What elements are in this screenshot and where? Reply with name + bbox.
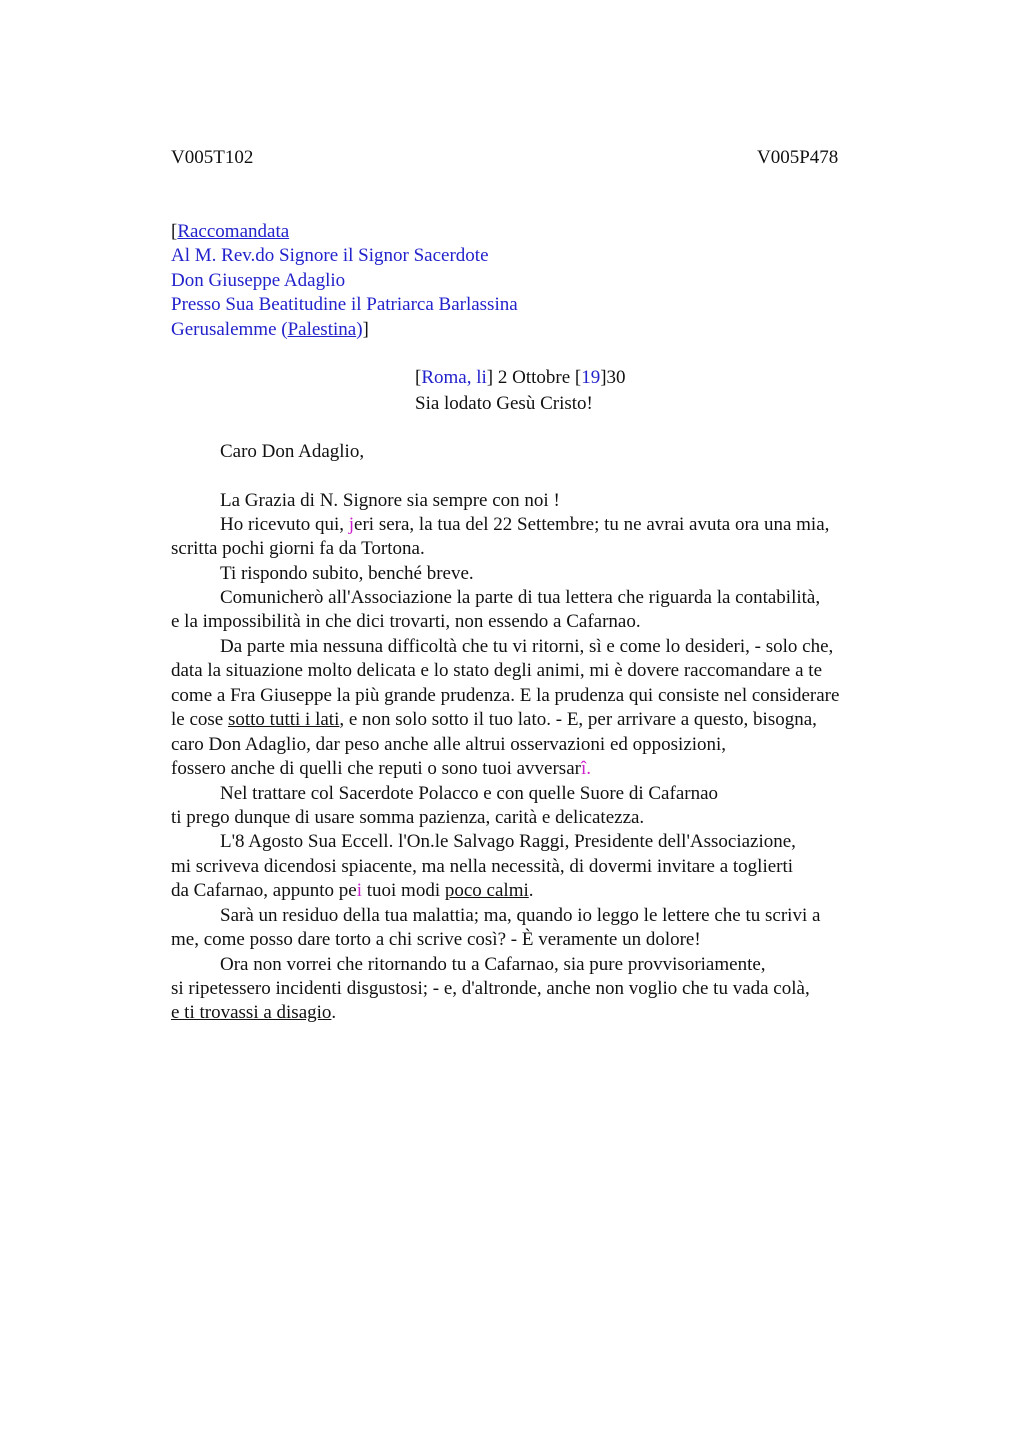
body-line: Nel trattare col Sacerdote Polacco e con quelle Suore di Cafarnao [220, 783, 719, 804]
body-line: e la impossibilità in che dici trovarti, non essendo a Cafarnao. [171, 611, 641, 632]
correction-mark: j [348, 514, 355, 535]
salutation: Caro Don Adaglio, [220, 441, 365, 462]
body-line: data la situazione molto delicata e lo stato degli animi, mi è dovere raccomandare a te [171, 660, 823, 681]
underlined-phrase: poco calmi [444, 880, 529, 901]
address-line-5 [171, 318, 369, 342]
dateline-place: Roma, li [421, 367, 487, 388]
body-line: Sarà un residuo della tua malattia; ma, quando io leggo le lettere che tu scrivi a [220, 905, 821, 926]
raccomandata-link[interactable]: Raccomandata [177, 221, 290, 242]
body-line: mi scriveva dicendosi spiacente, ma nella necessità, di dovermi invitare a toglierti [171, 856, 794, 877]
palestina-link[interactable]: Palestina [287, 319, 357, 340]
bracket: [ [171, 221, 178, 242]
body-line: si ripetessero incidenti disgustosi; - e, d'altronde, anche non voglio che tu vada colà, [171, 978, 810, 999]
document-id: V005T102 [171, 147, 254, 168]
body-line: Da parte mia nessuna difficoltà che tu vi ritorni, sì e come lo desideri, - solo che, [220, 636, 834, 657]
dateline-century: 19 [581, 367, 601, 388]
body-line: Comunicherò all'Associazione la parte di tua lettera che riguarda la contabilità, [220, 587, 821, 608]
body-line: La Grazia di N. Signore sia sempre con noi ! [220, 490, 560, 511]
body-line: le cose sotto tutti i lati, e non solo sotto il tuo lato. - E, per arrivare a questo, bisogna, [171, 709, 817, 730]
address-line-3: Don Giuseppe Adaglio [171, 270, 346, 291]
body-line: caro Don Adaglio, dar peso anche alle altrui osservazioni ed opposizioni, [171, 734, 727, 755]
body-line: me, come posso dare torto a chi scrive così? - È veramente un dolore! [171, 929, 701, 950]
underlined-phrase: e ti trovassi a disagio [171, 1002, 332, 1023]
praise-line: Sia lodato Gesù Cristo! [415, 393, 593, 414]
address-line-2: Al M. Rev.do Signore il Signor Sacerdote [171, 245, 489, 266]
body-line: Ora non vorrei che ritornando tu a Cafarnao, sia pure provvisoriamente, [220, 954, 766, 975]
bracket: ] [362, 319, 369, 340]
address-city: Gerusalemme ( [171, 319, 288, 340]
correction-mark: i [356, 880, 362, 901]
body-line: scritta pochi giorni fa da Tortona. [171, 538, 425, 559]
body-line: Ti rispondo subito, benché breve. [220, 563, 474, 584]
body-line: L'8 Agosto Sua Eccell. l'On.le Salvago Raggi, Presidente dell'Associazione, [220, 831, 796, 852]
body-line: fossero anche di quelli che reputi o sono tuoi avversarî. [171, 758, 591, 779]
body-line: Ho ricevuto qui, jeri sera, la tua del 22 Settembre; tu ne avrai avuta ora una mia, [220, 514, 830, 535]
body-line: ti prego dunque di usare somma pazienza, carità e delicatezza. [171, 807, 645, 828]
body-line: e ti trovassi a disagio. [171, 1002, 337, 1023]
address-paren: ) [356, 319, 363, 340]
address-line-1 [171, 220, 289, 244]
body-line: da Cafarnao, appunto pei tuoi modi poco calmi. [171, 880, 534, 901]
page-id: V005P478 [757, 147, 839, 168]
address-line-4: Presso Sua Beatitudine il Patriarca Barlassina [171, 294, 518, 315]
underlined-phrase: sotto tutti i lati [227, 709, 340, 730]
correction-mark: î. [580, 758, 591, 779]
dateline: [Roma, li] 2 Ottobre [19]30 [415, 367, 626, 388]
body-line: come a Fra Giuseppe la più grande prudenza. E la prudenza qui consiste nel considerare [171, 685, 840, 706]
